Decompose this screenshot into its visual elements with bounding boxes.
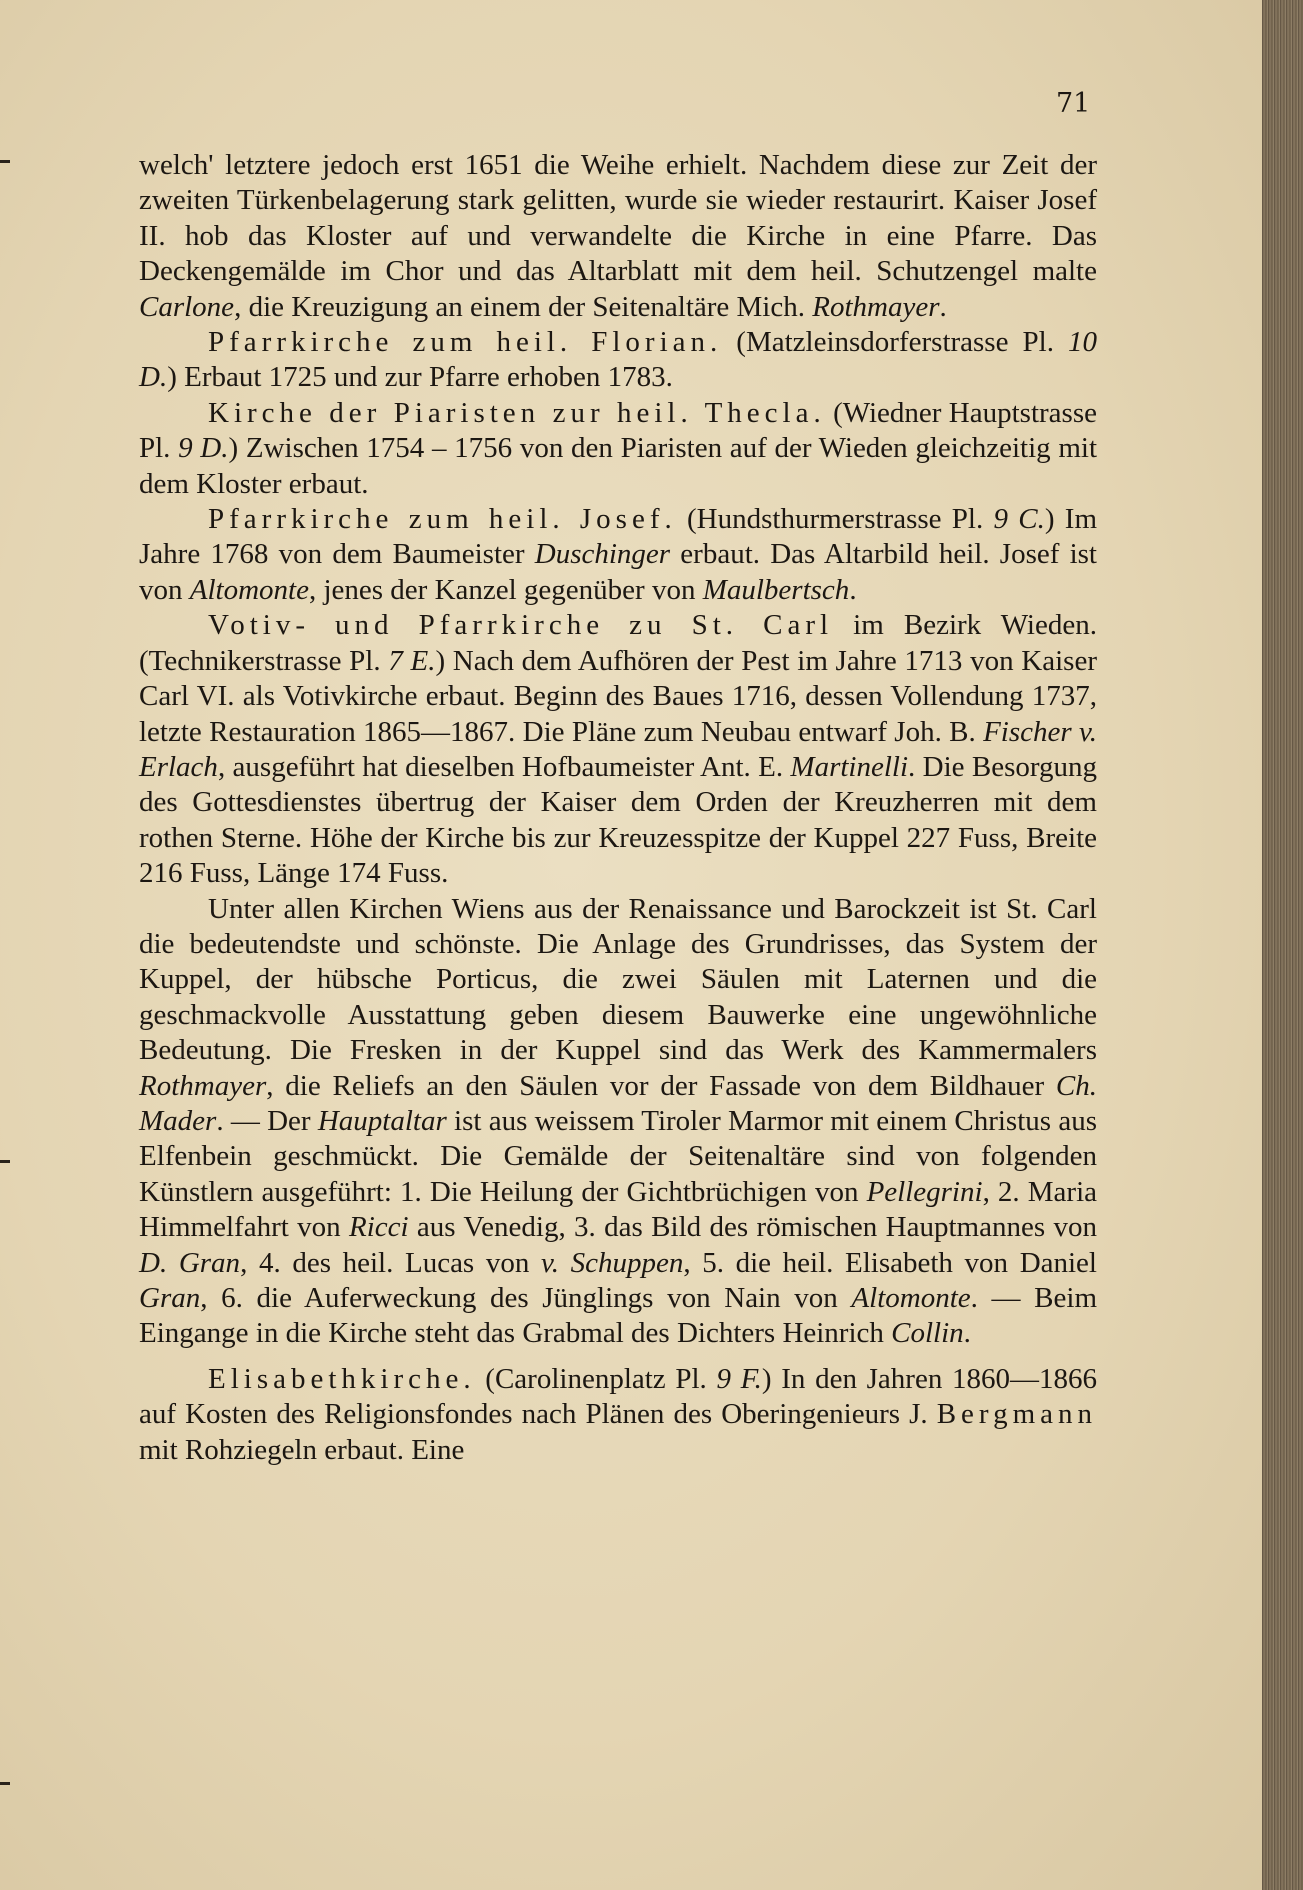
text-run: , 6. die Auferweckung des Jünglings von Nain von	[200, 1282, 852, 1314]
text-run: ) Erbaut 1725 und zur Pfarre erhoben 1783.	[167, 361, 673, 394]
italic-text: Duschinger	[534, 538, 671, 571]
spaced-heading: Elisabethkirche.	[208, 1362, 476, 1395]
text-run: , die Reliefs an den Säulen vor der Fassade von dem Bildhauer	[266, 1069, 1056, 1102]
text-run: im Bezirk Wieden. (Technikerstrasse Pl.	[139, 609, 1097, 677]
italic-text: Ricci	[349, 1211, 409, 1244]
italic-text: Altomonte	[851, 1282, 971, 1314]
italic-text: 9 F.	[716, 1362, 762, 1395]
italic-text: 7 E.	[388, 644, 436, 677]
spaced-heading: Bergmann	[936, 1398, 1097, 1431]
italic-text: Carlone	[139, 290, 235, 323]
text-run: . Die Besorgung des Gottesdienstes übertrug der Kaiser dem Orden der Kreuzherren mit dem rothen Sterne. Höhe der Kirche bis zur Kreuzesspitze der Kuppel 227 Fuss, Breite 216 Fuss, Länge 174 Fuss.	[139, 750, 1097, 890]
text-run: , jenes der Kanzel gegenüber von	[308, 573, 703, 606]
italic-text: 9 D.	[178, 432, 229, 465]
paragraph	[139, 608, 1097, 891]
text-run: , 4. des heil. Lucas von	[240, 1246, 541, 1279]
paragraph	[139, 892, 1097, 1352]
text-run: welch' letztere jedoch erst 1651 die Weihe erhielt. Nachdem diese zur Zeit der zweiten Türkenbelagerung stark gelitten, wurde sie wieder restaurirt. Kaiser Josef II. hob das Kloster auf und verwandelte die Kirche in eine Pfarre. Das Deckengemälde im Chor und das Altarblatt mit dem heil. Schutzengel malte	[139, 149, 1097, 288]
italic-text: Rothmayer	[812, 290, 940, 323]
spaced-heading: Votiv- und Pfarrkirche zu St. Carl	[208, 609, 834, 642]
text-run: ) Im Jahre 1768 von dem Baumeister	[139, 503, 1098, 571]
text-run: . — Beim Eingange in die Kirche steht das Grabmal des Dichters Heinrich	[139, 1282, 1097, 1350]
paragraph	[139, 325, 1097, 396]
text-run: ) Nach dem Aufhören der Pest im Jahre 1713 von Kaiser Carl VI. als Votivkirche erbaut. Beginn des Baues 1716, dessen Vollendung 1737, letzte Restauration 1865—1867. Die Pläne zum Neubau entwarf Joh. B.	[139, 644, 1097, 748]
paragraph	[139, 502, 1097, 608]
text-run: (Carolinenplatz Pl.	[475, 1362, 717, 1395]
italic-text: Fischer v. Erlach	[139, 715, 1097, 783]
text-run: ) In den Jahren 1860—1866 auf Kosten des Religionsfondes nach Plänen des Oberingenieurs J.	[139, 1362, 1098, 1431]
text-run: , 5. die heil. Elisabeth von Daniel	[683, 1246, 1097, 1279]
text-run: , ausgeführt hat dieselben Hofbaumeister Ant. E.	[217, 750, 791, 783]
margin-mark	[0, 1160, 10, 1163]
book-edge	[1262, 0, 1303, 1890]
italic-text: 9 C.	[993, 503, 1045, 536]
text-run: .	[849, 573, 857, 606]
text-run: erbaut. Das Altarbild heil. Josef ist von	[139, 538, 1097, 606]
body-text	[139, 148, 1097, 1468]
text-run: (Matzleinsdorferstrasse Pl.	[722, 326, 1068, 359]
text-run: mit Rohziegeln erbaut. Eine	[139, 1433, 465, 1466]
italic-text: 10 D.	[139, 326, 1097, 394]
italic-text: D. Gran	[139, 1246, 241, 1279]
italic-text: Ch. Mader	[139, 1069, 1097, 1137]
italic-text: Altomonte	[189, 573, 309, 606]
paragraph	[139, 1362, 1097, 1468]
paragraph	[139, 396, 1097, 502]
italic-text: Hauptaltar	[317, 1104, 447, 1137]
italic-text: Martinelli	[790, 750, 909, 783]
text-run: (Hundsthurmerstrasse Pl.	[676, 503, 994, 536]
italic-text: Pellegrini	[866, 1175, 983, 1208]
text-run: ) Zwischen 1754 – 1756 von den Piaristen auf der Wieden gleichzeitig mit dem Kloster erbaut.	[139, 432, 1097, 500]
text-run: .	[963, 1317, 971, 1350]
spaced-heading: Kirche der Piaristen zur heil. Thecla.	[208, 396, 826, 429]
margin-mark	[0, 160, 10, 163]
text-run: . — Der	[216, 1104, 318, 1137]
italic-text: v. Schuppen	[540, 1246, 684, 1279]
italic-text: Rothmayer	[139, 1069, 267, 1102]
page-number: 71	[1056, 88, 1091, 119]
text-run: Unter allen Kirchen Wiens aus der Renaissance und Barockzeit ist St. Carl die bedeutendste und schönste. Die Anlage des Grundrisses, das System der Kuppel, der hübsche Porticus, die zwei Säulen mit Laternen und die geschmackvolle Ausstattung geben diesem Bauwerke eine ungewöhnliche Bedeutung. Die Fresken in der Kuppel sind das Werk des Kammermalers	[139, 892, 1097, 1067]
text-run: aus Venedig, 3. das Bild des römischen Hauptmannes von	[408, 1211, 1097, 1244]
text-run: , 2. Maria Himmelfahrt von	[139, 1175, 1097, 1244]
italic-text: Gran	[139, 1282, 201, 1314]
text-run: ist aus weissem Tiroler Marmor mit einem Christus aus Elfenbein geschmückt. Die Gemälde der Seitenaltäre sind von folgenden Künstlern ausgeführt: 1. Die Heilung der Gichtbrüchigen von	[139, 1104, 1097, 1208]
text-run: , die Kreuzigung an einem der Seitenaltäre Mich.	[234, 290, 813, 323]
paragraph	[139, 148, 1097, 325]
italic-text: Maulbertsch	[702, 573, 850, 606]
spaced-heading: Pfarrkirche zum heil. Florian.	[208, 326, 723, 359]
spaced-heading: Pfarrkirche zum heil. Josef.	[208, 503, 677, 536]
italic-text: Collin	[891, 1317, 964, 1350]
text-run: .	[939, 290, 947, 323]
text-run: (Wiedner Hauptstrasse Pl.	[139, 396, 1097, 465]
margin-mark	[0, 1782, 10, 1785]
